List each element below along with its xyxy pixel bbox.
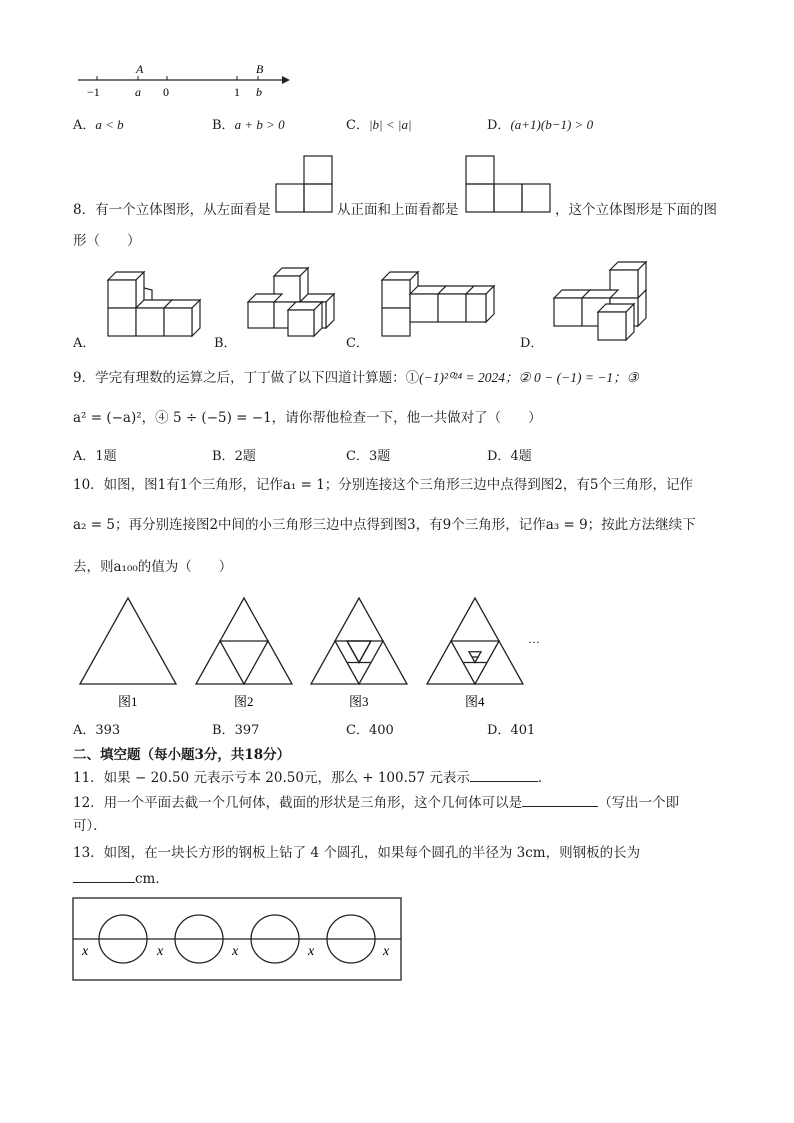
q10-option-d: D．401 (487, 723, 536, 738)
q8-option-c-figure (378, 268, 500, 340)
q12-answer-blank[interactable] (522, 794, 598, 807)
q9-stem-line1: 9．学完有理数的运算之后，丁丁做了以下四道计算题：①(−1)²⁰²⁴ = 2024；② 0 − (−1) = −1；③ (73, 370, 639, 386)
q11-stem: 11．如果 − 20.50 元表示亏本 20.50元，那么 + 100.57 元表示 ． (73, 770, 552, 786)
point-B-label: B (256, 62, 264, 76)
q12-stem-line2: 可）． (73, 818, 107, 834)
fig4-label: 图4 (465, 694, 485, 709)
q7-option-c: C．|b| < |a| (346, 117, 412, 133)
q7-option-d: D．(a+1)(b−1) > 0 (487, 117, 594, 133)
q8-option-c-label: C． (346, 336, 369, 351)
point-a-value: a (135, 85, 141, 99)
number-line-figure (70, 60, 290, 102)
q10-stem-line2: a₂ = 5；再分别连接图2中间的小三角形三边中点得到图3，有9个三角形，记作a₃ = 9；按此方法继续下 (73, 517, 696, 533)
x-label-2: x (157, 944, 164, 959)
q7-option-a: A．a < b (73, 117, 124, 133)
q9-option-b: B．2题 (212, 449, 256, 464)
q7-option-b: B．a + b > 0 (212, 117, 285, 133)
q9-option-a: A．1题 (73, 449, 117, 464)
q8-front-top-view-figure (465, 155, 553, 215)
tick-label-neg1: −1 (87, 85, 100, 99)
x-label-3: x (232, 944, 239, 959)
q8-option-a-label: A． (73, 336, 96, 351)
x-label-1: x (82, 944, 89, 959)
fig2-label: 图2 (234, 694, 254, 709)
q10-stem-line3: 去，则a₁₀₀的值为（ ） (73, 559, 233, 575)
q12-stem: 12．用一个平面去截一个几何体，截面的形状是三角形，这个几何体可以是 （写出一个即 (73, 795, 680, 811)
q9-option-d: D．4题 (487, 449, 532, 464)
q11-answer-blank[interactable] (470, 769, 538, 782)
q8-stem-part1: 8．有一个立体图形，从左面看是 (73, 202, 271, 218)
point-A-label: A (136, 62, 144, 76)
q13-answer-blank[interactable] (73, 870, 135, 883)
q10-option-a: A．393 (73, 723, 121, 738)
q8-option-b-figure (244, 266, 344, 338)
q10-option-c: C．400 (346, 723, 394, 738)
q8-option-a-figure (104, 268, 214, 340)
q8-stem-part3: ，这个立体图形是下面的图 (555, 202, 717, 218)
q8-option-d-figure (550, 260, 660, 346)
q8-left-view-figure (275, 155, 335, 215)
fig3-label: 图3 (349, 694, 369, 709)
x-label-5: x (383, 944, 390, 959)
fig1-label: 图1 (118, 694, 138, 709)
tick-label-0: 0 (163, 85, 169, 99)
q13-stem: 13．如图，在一块长方形的钢板上钻了 4 个圆孔，如果每个圆孔的半径为 3cm，则钢板的长为 (73, 845, 641, 861)
q10-stem-line1: 10．如图，图1有1个三角形，记作a₁ = 1；分别连接这个三角形三边中点得到图2，有5个三角形，记作 (73, 477, 693, 493)
section-2-title: 二、填空题（每小题3分，共18分） (73, 747, 291, 763)
tick-label-1: 1 (234, 85, 240, 99)
q10-option-b: B．397 (212, 723, 260, 738)
q8-stem-part2: 从正面和上面看都是 (337, 202, 459, 218)
point-b-value: b (256, 85, 262, 99)
ellipsis: ··· (528, 635, 540, 649)
q8-stem-part4: 形（ ） (73, 233, 141, 249)
q9-option-c: C．3题 (346, 449, 391, 464)
q8-option-d-label: D． (520, 336, 544, 351)
q9-stem-line2: a² = (−a)²，④ 5 ÷ (−5) = −1，请你帮他检查一下，他一共做对了（ ） (73, 410, 542, 426)
x-label-4: x (308, 944, 315, 959)
q10-triangle-figures (70, 592, 550, 714)
q8-option-b-label: B． (214, 336, 237, 351)
q13-answer-line: cm． (73, 870, 169, 887)
q13-steel-plate-figure (72, 897, 404, 985)
